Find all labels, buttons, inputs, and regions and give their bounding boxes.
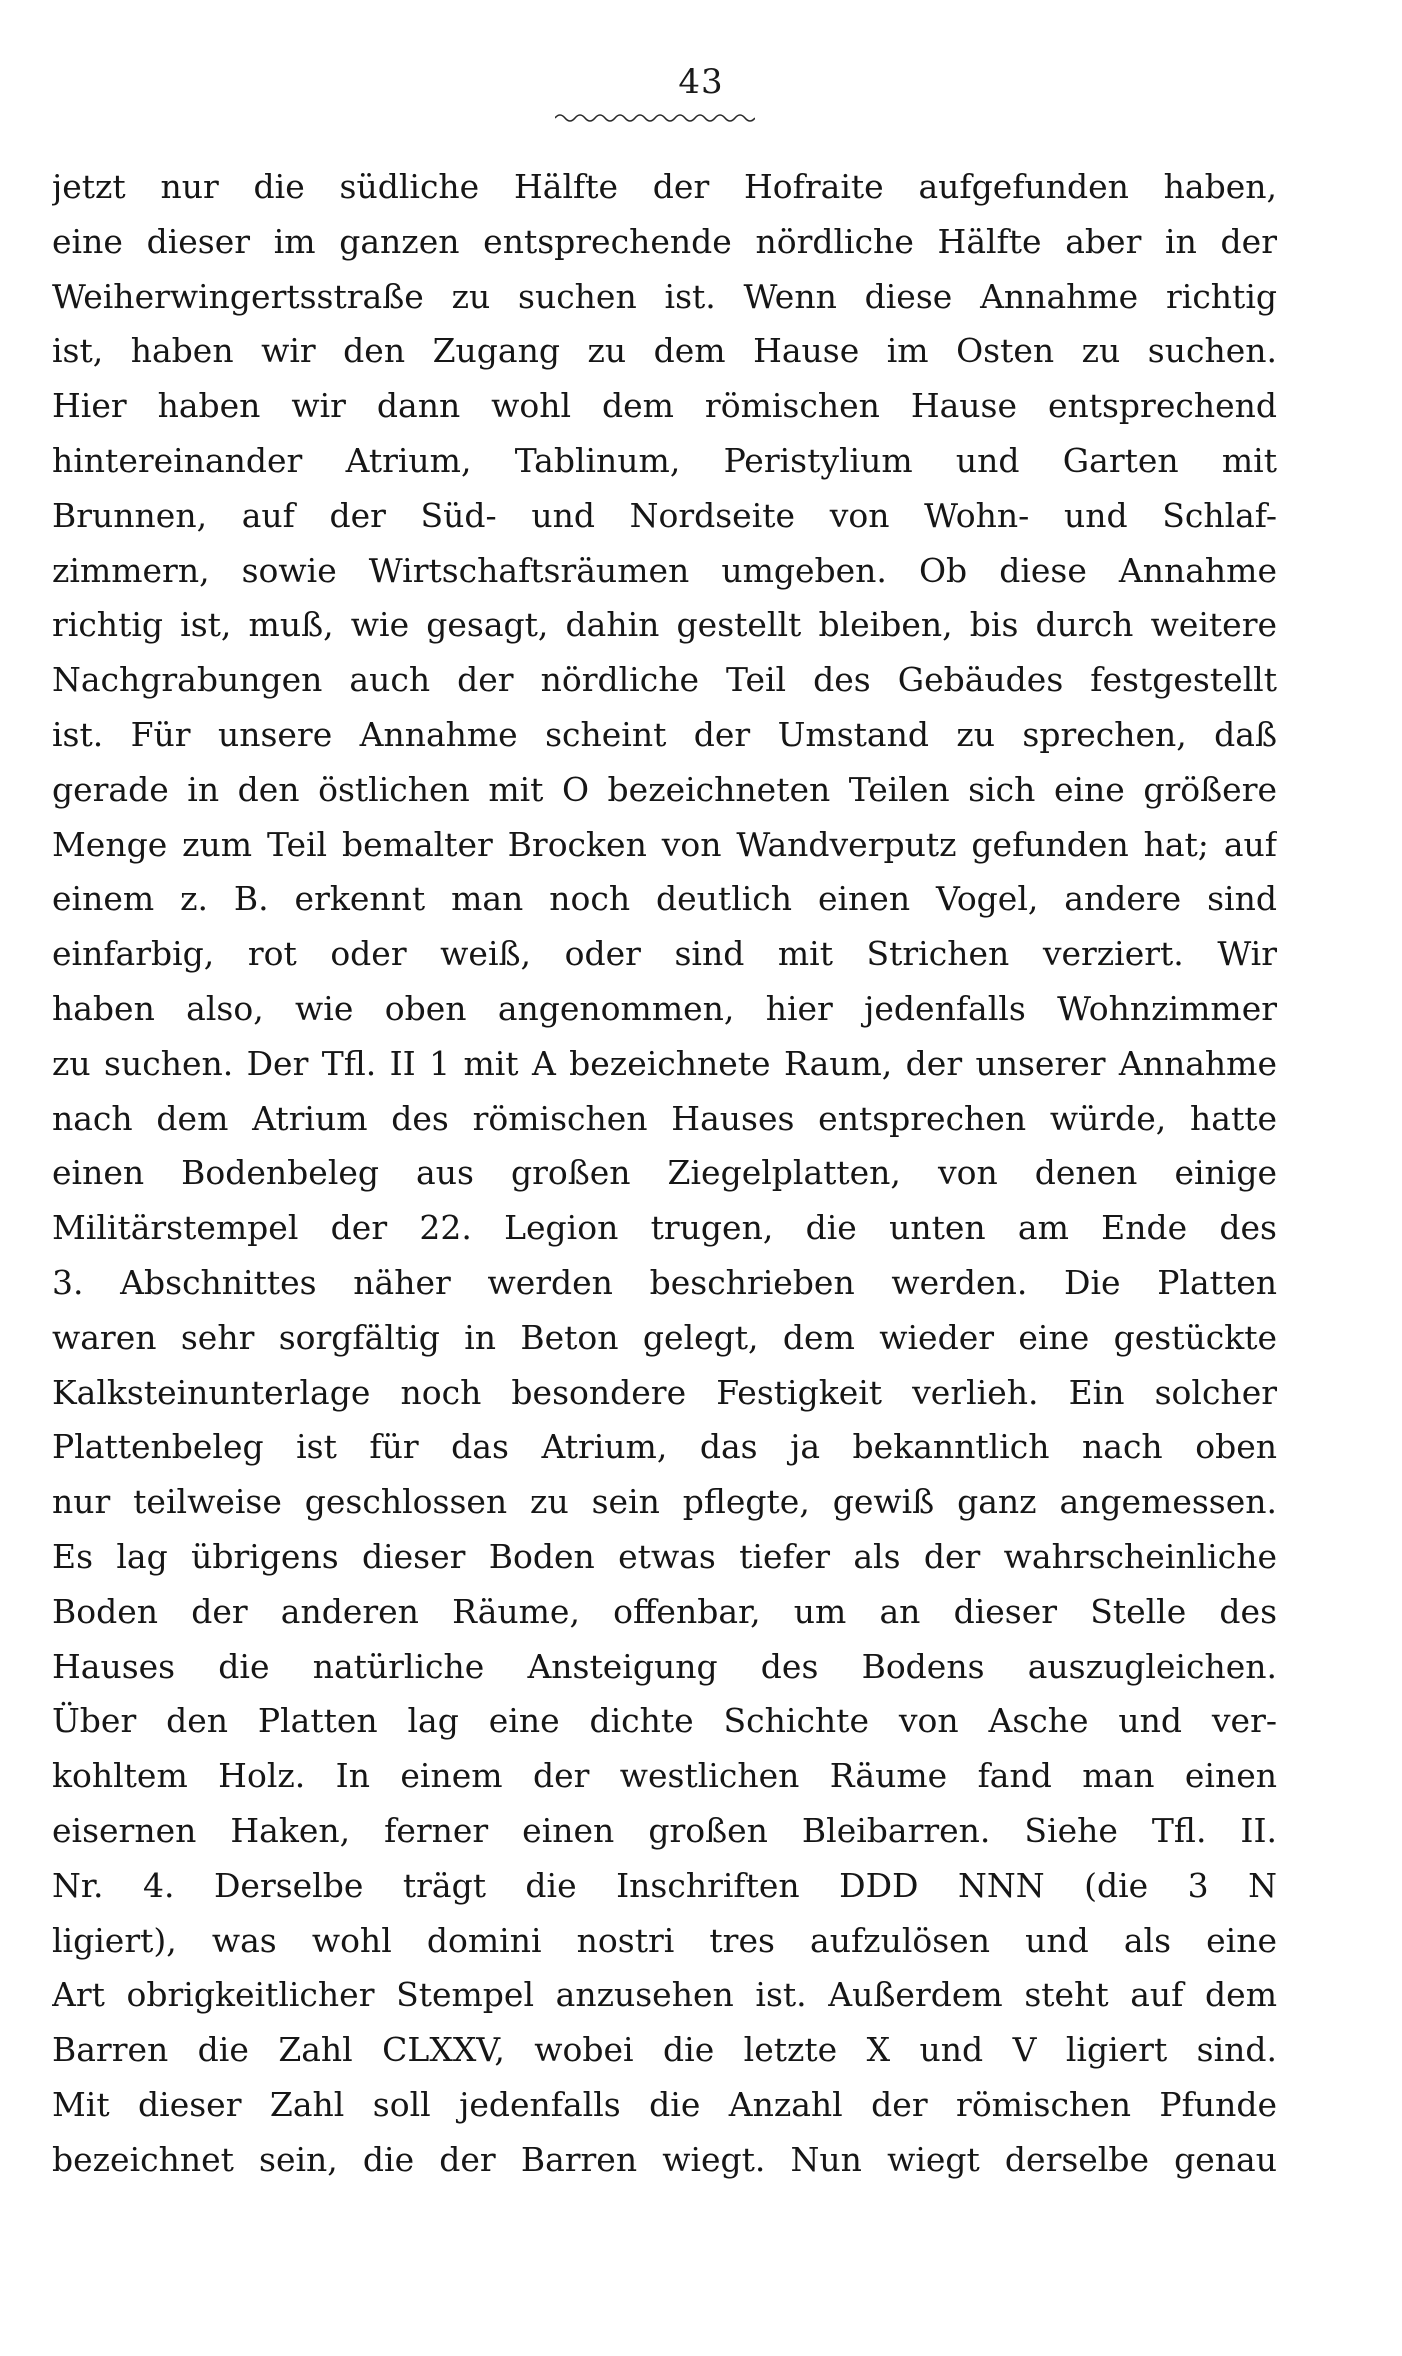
text-line: Brunnen, auf der Süd- und Nordseite von Wohn- und Schlaf- xyxy=(52,495,1277,535)
text-line: gerade in den östlichen mit O bezeichneten Teilen sich eine größere xyxy=(52,769,1277,809)
text-line: Hauses die natürliche Ansteigung des Bodens auszugleichen. xyxy=(52,1646,1277,1686)
text-line: 3. Abschnittes näher werden beschrieben werden. Die Platten xyxy=(52,1262,1277,1302)
text-line: nach dem Atrium des römischen Hauses entsprechen würde, hatte xyxy=(52,1098,1277,1138)
text-line: Mit dieser Zahl soll jedenfalls die Anzahl der römischen Pfunde xyxy=(52,2084,1277,2124)
text-line: Boden der anderen Räume, offenbar, um an dieser Stelle des xyxy=(52,1591,1277,1631)
text-line: hintereinander Atrium, Tablinum, Peristylium und Garten mit xyxy=(52,440,1277,480)
text-line: ligiert), was wohl domini nostri tres aufzulösen und als eine xyxy=(52,1920,1277,1960)
text-line: Nachgrabungen auch der nördliche Teil des Gebäudes festgestellt xyxy=(52,660,1277,700)
text-line: Nr. 4. Derselbe trägt die Inschriften DDD NNN (die 3 N xyxy=(52,1865,1277,1905)
text-line: Art obrigkeitlicher Stempel anzusehen ist. Außerdem steht auf dem xyxy=(52,1975,1277,2015)
text-line: zu suchen. Der Tfl. II 1 mit A bezeichnete Raum, der unserer Annahme xyxy=(52,1043,1277,1083)
page-number: 43 xyxy=(678,62,724,102)
text-line: kohltem Holz. In einem der westlichen Räume fand man einen xyxy=(52,1756,1277,1796)
text-line: Es lag übrigens dieser Boden etwas tiefer als der wahrscheinliche xyxy=(52,1536,1277,1576)
text-line: eine dieser im ganzen entsprechende nördliche Hälfte aber in der xyxy=(52,221,1277,261)
text-line: einen Bodenbeleg aus großen Ziegelplatten, von denen einige xyxy=(52,1153,1277,1193)
body-text xyxy=(52,160,1277,2187)
text-line: Militärstempel der 22. Legion trugen, die unten am Ende des xyxy=(52,1208,1277,1248)
text-line: einem z. B. erkennt man noch deutlich einen Vogel, andere sind xyxy=(52,879,1277,919)
text-line: Barren die Zahl CLXXV, wobei die letzte X und V ligiert sind. xyxy=(52,2030,1277,2070)
text-line: ist, haben wir den Zugang zu dem Hause im Osten zu suchen. xyxy=(52,331,1277,371)
text-line: Menge zum Teil bemalter Brocken von Wandverputz gefunden hat; auf xyxy=(52,824,1277,864)
wavy-rule-ornament-icon xyxy=(555,110,755,124)
text-line: ist. Für unsere Annahme scheint der Umstand zu sprechen, daß xyxy=(52,714,1277,754)
text-line: nur teilweise geschlossen zu sein pflegte, gewiß ganz angemessen. xyxy=(52,1482,1277,1522)
text-line: richtig ist, muß, wie gesagt, dahin gestellt bleiben, bis durch weitere xyxy=(52,605,1277,645)
text-line: Weiherwingertsstraße zu suchen ist. Wenn diese Annahme richtig xyxy=(52,276,1277,316)
text-line: waren sehr sorgfältig in Beton gelegt, dem wieder eine gestückte xyxy=(52,1317,1277,1357)
text-line: bezeichnet sein, die der Barren wiegt. Nun wiegt derselbe genau xyxy=(52,2139,1277,2179)
text-line: Hier haben wir dann wohl dem römischen Hause entsprechend xyxy=(52,386,1277,426)
text-line: Über den Platten lag eine dichte Schichte von Asche und ver- xyxy=(52,1701,1277,1741)
text-line: haben also, wie oben angenommen, hier jedenfalls Wohnzimmer xyxy=(52,988,1277,1028)
text-line: Kalksteinunterlage noch besondere Festigkeit verlieh. Ein solcher xyxy=(52,1372,1277,1412)
text-line: jetzt nur die südliche Hälfte der Hofraite aufgefunden haben, xyxy=(52,167,1277,206)
text-line: zimmern, sowie Wirtschaftsräumen umgeben. Ob diese Annahme xyxy=(52,550,1277,590)
text-line: Plattenbeleg ist für das Atrium, das ja bekanntlich nach oben xyxy=(52,1427,1277,1467)
text-line: einfarbig, rot oder weiß, oder sind mit Strichen verziert. Wir xyxy=(52,934,1277,974)
text-line: eisernen Haken, ferner einen großen Bleibarren. Siehe Tfl. II. xyxy=(52,1810,1277,1850)
